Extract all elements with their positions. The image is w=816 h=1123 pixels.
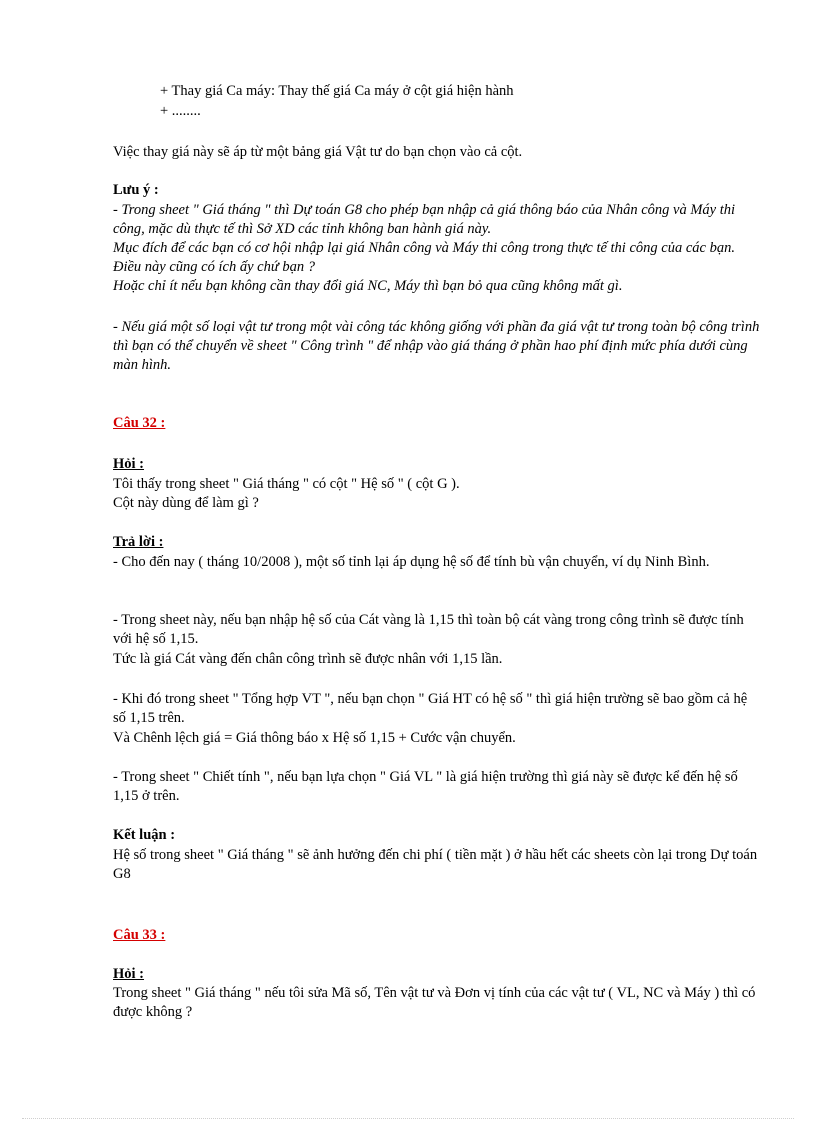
answer-paragraph: - Trong sheet " Chiết tính ", nếu bạn lựa chọn " Giá VL " là giá hiện trường thì giá này sẽ được kể đến hệ số 1,15 ở trên. xyxy=(113,769,738,804)
question-32-ask-line: Tôi thấy trong sheet " Giá tháng " có cột " Hệ số " ( cột G ). xyxy=(113,476,460,492)
answer-paragraph: Và Chênh lệch giá = Giá thông báo x Hệ số 1,15 + Cước vận chuyển. xyxy=(113,730,516,746)
note-body xyxy=(113,201,763,296)
answer-paragraph: - Khi đó trong sheet " Tổng hợp VT ", nếu bạn chọn " Giá HT có hệ số " thì giá hiện trường sẽ bao gồm cả hệ số 1,15 trên. xyxy=(113,691,748,726)
note-paragraph: - Nếu giá một số loại vật tư trong một vài công tác không giống với phần đa giá vật tư trong toàn bộ công trình thì bạn có thể chuyển về sheet " Công trình " để nhập vào giá tháng ở phần hao phí định mức phía dưới cùng màn hình. xyxy=(113,319,760,373)
note-paragraph: - Trong sheet " Giá tháng " thì Dự toán G8 cho phép bạn nhập cả giá thông báo của Nhân công và Máy thi công, mặc dù thực tế thì Sở XD các tỉnh không ban hành giá này. xyxy=(113,202,736,237)
note-heading: Lưu ý : xyxy=(113,182,159,198)
answer-paragraph: - Trong sheet này, nếu bạn nhập hệ số của Cát vàng là 1,15 thì toàn bộ cát vàng trong công trình sẽ được tính với hệ số 1,15. xyxy=(113,612,744,647)
answer-paragraph: - Cho đến nay ( tháng 10/2008 ), một số tỉnh lại áp dụng hệ số để tính bù vận chuyển, ví dụ Ninh Bình. xyxy=(113,554,710,570)
paragraph-apply-price: Việc thay giá này sẽ áp từ một bảng giá Vật tư do bạn chọn vào cả cột. xyxy=(113,144,523,160)
question-33-heading: Câu 33 : xyxy=(113,927,166,943)
question-33-ask-line: Trong sheet " Giá tháng " nếu tôi sửa Mã số, Tên vật tư và Đơn vị tính của các vật tư ( VL, NC và Máy ) thì có được không ? xyxy=(113,985,756,1020)
note-paragraph: Mục đích để các bạn có cơ hội nhập lại giá Nhân công và Máy thi công trong thực tế thi công của các bạn. Điều này cũng có ích ấy chứ bạn ? xyxy=(113,240,735,275)
bullet-replace-machine-price: + Thay giá Ca máy: Thay thế giá Ca máy ở cột giá hiện hành xyxy=(160,83,514,99)
answer-paragraph: Tức là giá Cát vàng đến chân công trình sẽ được nhân với 1,15 lần. xyxy=(113,651,503,667)
question-33-ask-label: Hỏi : xyxy=(113,966,145,982)
question-32-answer-label: Trả lời : xyxy=(113,534,164,550)
question-32-ask-line: Cột này dùng để làm gì ? xyxy=(113,495,259,511)
question-32-heading: Câu 32 : xyxy=(113,415,166,431)
conclusion-text: Hệ số trong sheet " Giá tháng " sẽ ảnh hưởng đến chi phí ( tiền mặt ) ở hầu hết các sheets còn lại trong Dự toán G8 xyxy=(113,847,758,882)
note-paragraph: Hoặc chỉ ít nếu bạn không cần thay đổi giá NC, Máy thì bạn bỏ qua cũng không mất gì. xyxy=(113,278,623,294)
conclusion-label: Kết luận : xyxy=(113,827,176,843)
question-32-ask-label: Hỏi : xyxy=(113,456,145,472)
bullet-ellipsis: + ........ xyxy=(160,103,201,119)
page-bottom-divider xyxy=(22,1118,794,1119)
